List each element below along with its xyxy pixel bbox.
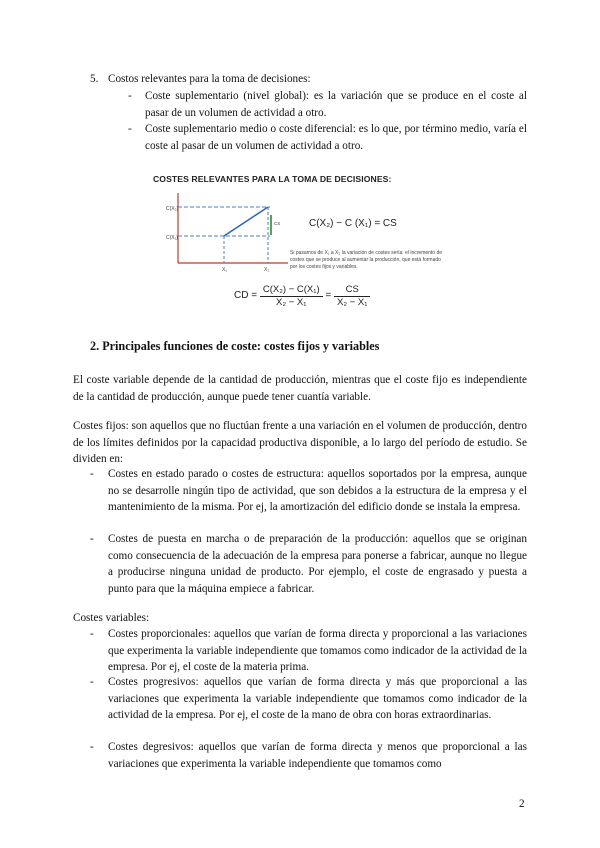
bullet-dash: - xyxy=(90,741,94,753)
cost-line xyxy=(224,207,268,236)
label-cx2: C(X₂) xyxy=(166,206,179,212)
cd-num-2: CS xyxy=(334,284,370,297)
bullet-dash: - xyxy=(128,123,132,135)
formula-cd xyxy=(234,284,370,309)
cd-den-2: X₂ − X₁ xyxy=(337,297,368,308)
page-number: 2 xyxy=(519,798,525,810)
cd-lhs: CD = xyxy=(234,290,258,302)
bullet-dash: - xyxy=(90,533,94,545)
variables-item-2: Costes progresivos: aquellos que varían de forma directa y más que proporcional a las variaciones que experimenta la variable independiente que tomamos como indicador de la actividad de la empresa. Por ej, el coste de la mano de obra con horas extraordinarias. xyxy=(108,676,527,722)
bullet-dash: - xyxy=(90,628,94,640)
bullet-dash: - xyxy=(128,90,132,102)
variables-title: Costes variables: xyxy=(73,612,150,624)
bullet-dash: - xyxy=(90,676,94,688)
label-cx1: C(X₁) xyxy=(166,235,178,241)
variables-item-1: Costes proporcionales: aquellos que varían de forma directa y proporcional a las variaciones que experimenta la variable independiente que tomamos como indicador de la actividad de la empresa. Por ej, el coste de la materia prima. xyxy=(108,628,527,674)
label-cs: CS xyxy=(274,221,281,226)
fijos-item-2: Costes de puesta en marcha o de preparación de la producción: aquellos que se originan como consecuencia de la adecuación de la empresa para ponerse a fabricar, aunque no llegue a producirse ninguna unidad de producto. Por ejemplo, el coste de engrasado y puesta a punto para que la máquina empiece a fabricar. xyxy=(108,533,527,595)
fijos-item-1: Costes en estado parado o costes de estructura: aquellos soportados por la empresa, aunque no se desarrolle ningún tipo de actividad, que son debidos a la estructura de la empresa y el mantenimiento de la misma. Por ej, la amortización del edificio donde se instala la empresa. xyxy=(108,468,527,514)
figure-caption: Si pasamos de X₁ a X₂ la variación de costes sería: el incremento de costes que se produce al aumentar la producción, que está formado por los costes fijos y variables. xyxy=(290,250,443,270)
bullet-dash: - xyxy=(90,468,94,480)
section5-number: 5. xyxy=(90,73,99,85)
section5-bullet-1: Coste suplementario (nivel global): es la variación que se produce en el coste al pasar de un volumen de actividad a otro. xyxy=(145,90,527,119)
cd-num-1: C(X₂) − C(X₁) xyxy=(260,284,323,297)
formula-cs: C(X₂) − C (X₁) = CS xyxy=(309,218,397,229)
section2-heading: 2. Principales funciones de coste: costes fijos y variables xyxy=(90,339,380,353)
label-x1: X₁ xyxy=(222,267,228,273)
section5-bullet-2: Coste suplementario medio o coste diferencial: es lo que, por término medio, varía el coste al pasar de un volumen de actividad a otro. xyxy=(145,123,527,152)
cd-eq: = xyxy=(325,290,332,302)
section5-title: Costos relevantes para la toma de decisiones: xyxy=(108,73,311,85)
section2-intro: El coste variable depende de la cantidad de producción, mientras que el coste fijo es independiente de la cantidad de producción, aunque puede tener cuantía variable. xyxy=(73,374,527,403)
fijos-intro: Costes fijos: son aquellos que no fluctúan frente a una variación en el volumen de producción, dentro de los límites definidos por la capacidad productiva disponible, a lo largo del período de estudio. Se dividen en: xyxy=(73,420,527,466)
variables-item-3: Costes degresivos: aquellos que varían de forma directa y menos que proporcional a las variaciones que experimenta la variable independiente que tomamos como xyxy=(108,741,527,770)
figure-title: COSTES RELEVANTES PARA LA TOMA DE DECISIONES: xyxy=(153,174,392,184)
cd-fraction-2 xyxy=(334,284,370,309)
cd-den-1: X₂ − X₁ xyxy=(276,297,307,308)
label-x2: X₂ xyxy=(264,267,270,273)
cd-fraction-1 xyxy=(260,284,323,309)
